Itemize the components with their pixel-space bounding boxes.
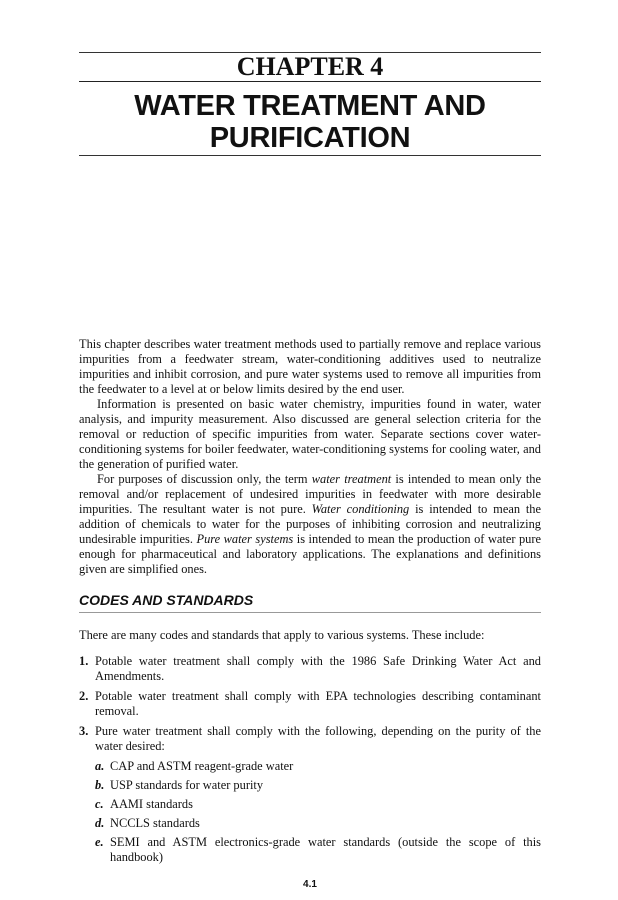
sub-list-letter: d. (95, 816, 105, 830)
codes-list (79, 654, 541, 869)
defined-term: Pure water systems (196, 532, 294, 546)
chapter-title-line: WATER TREATMENT AND (134, 90, 486, 122)
chapter-mid-rule (79, 81, 541, 82)
sub-list-letter: e. (95, 835, 104, 849)
section-lead: There are many codes and standards that apply to various systems. These include: (79, 628, 485, 642)
sub-list-text: AAMI standards (110, 797, 193, 811)
sub-list-text: CAP and ASTM reagent-grade water (110, 759, 294, 773)
chapter-title-line: PURIFICATION (209, 122, 411, 154)
intro-paragraph: This chapter describes water treatment methods used to partially remove and replace various impurities from a feedwater stream, water-conditioning additives used to neutralize impurities and inhibit corrosion, and pure water systems used to remove all impurities from the feedwater to a level at or below limits desired by the end user. (79, 337, 541, 396)
sub-list-text: SEMI and ASTM electronics-grade water standards (outside the scope of this handbook) (110, 835, 541, 864)
defined-term: water treatment (311, 472, 392, 486)
list-number: 2. (79, 689, 89, 703)
list-number: 1. (79, 654, 89, 668)
list-item (79, 689, 541, 719)
sub-list-letter: a. (95, 759, 105, 773)
list-number: 3. (79, 724, 89, 738)
sub-list-item (79, 835, 541, 865)
intro-paragraph (79, 472, 541, 577)
text-run: is intended to mean the production of water pure enough for pharmaceutical and laboratory applications. The explanations and definitions given are simplified ones. (79, 532, 541, 576)
text-run: is intended to mean the addition of chemicals to water for the purposes of inhibiting corrosion and neutralizing undesirable impurities. (79, 502, 541, 546)
text-run: For purposes of discussion only, the term (97, 472, 312, 486)
section-heading: CODES AND STANDARDS (79, 591, 541, 613)
list-item-text: Potable water treatment shall comply with the 1986 Safe Drinking Water Act and Amendments. (95, 654, 541, 683)
chapter-title (79, 90, 541, 154)
sub-list-item (79, 778, 541, 793)
list-item (79, 654, 541, 684)
sub-list-item (79, 759, 541, 774)
page-number: 4.1 (303, 879, 317, 890)
sub-list-letter: b. (95, 778, 105, 792)
sub-list-text: NCCLS standards (110, 816, 200, 830)
sub-list-item (79, 797, 541, 812)
intro-text (79, 337, 541, 577)
list-item (79, 724, 541, 754)
text-run: is intended to mean only the removal and/or replacement of undesired impurities in feedwater with more desirable impurities. The resultant water is not pure. (79, 472, 541, 516)
intro-paragraph: Information is presented on basic water chemistry, impurities found in water, water analysis, and impurity measurement. Also discussed are general selection criteria for the removal or reduction of specific impurities from water. Separate sections cover water-conditioning systems for boiler feedwater, water-conditioning systems for cooling water, and the generation of purified water. (79, 397, 541, 471)
sub-list-item (79, 816, 541, 831)
list-item-text: Pure water treatment shall comply with the following, depending on the purity of the water desired: (95, 724, 541, 753)
list-item-text: Potable water treatment shall comply with EPA technologies describing contaminant removal. (95, 689, 541, 718)
sub-list-text: USP standards for water purity (110, 778, 264, 792)
defined-term: Water conditioning (311, 502, 410, 516)
sub-list-letter: c. (95, 797, 104, 811)
chapter-label: CHAPTER 4 (236, 52, 384, 81)
chapter-bottom-rule (79, 155, 541, 156)
